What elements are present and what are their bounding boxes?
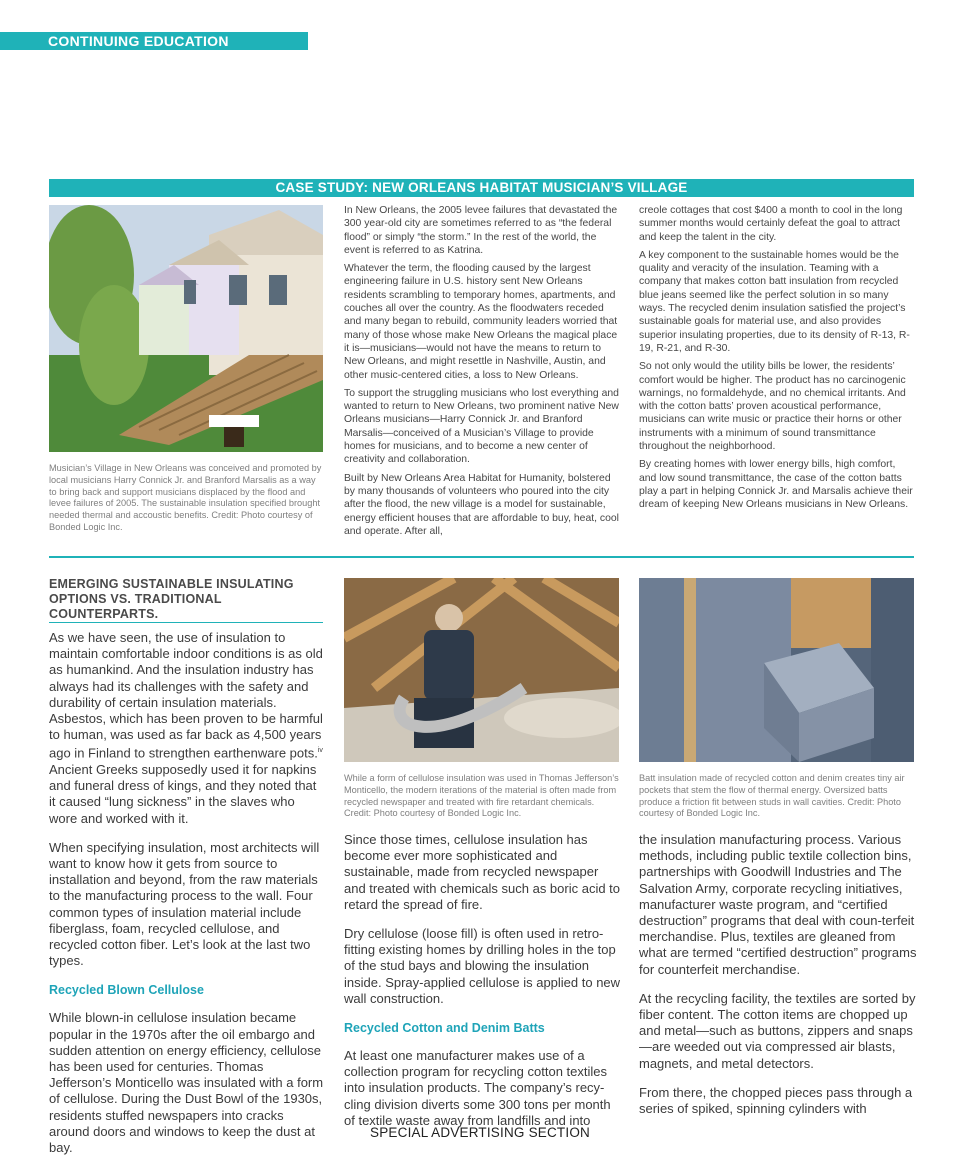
case-study-photo-caption: Musician’s Village in New Orleans was conceived and promoted by local musicians Harry Connick Jr. and Branford Marsalis as a way to bring back and support musicians displaced by the flood and levee failures of 2005. The sustainable insulation specified brought needed thermal and accoustic benefits. Credit: Photo courtesy of Bonded Logic Inc. xyxy=(49,463,322,532)
paragraph: By creating homes with lower energy bills, high comfort, and low sound transmittance, the case of the cotton batts play a part in helping Connick Jr. and Marsalis achieve their dream of keeping New Orleans musicians in New Orleans. xyxy=(639,459,913,511)
case-study-column-2 xyxy=(639,204,915,517)
subheading-cellulose: Recycled Blown Cellulose xyxy=(49,983,204,998)
paragraph: So not only would the utility bills be lower, the residents’ comfort would be higher. The product has no carcinogenic warnings, no formaldehyde, and no chemical irritants. And with the cotton batts’ proven acoustical performance, musicians can write music or practice their horns or other instruments with a minimum of sound transmittance throughout the neighborhood. xyxy=(639,361,906,453)
article-heading: EMERGING SUSTAINABLE INSULATING OPTIONS VS. TRADITIONAL COUNTERPARTS. xyxy=(49,577,294,621)
denim-batt-photo xyxy=(639,578,914,762)
paragraph: A key component to the sustainable homes would be the quality and veracity of the insulation. Teaming with a company that makes cotton batt insulation from recycled blue jeans seemed like the perfect solution in so many ways. The recycled denim insulation satisfied the project’s sustainable goals for material use, and also provides superior insulating properties, due to its density of R-13, R-19, R-21, and R-30. xyxy=(639,249,910,354)
paragraph: As we have seen, the use of insulation to maintain comfortable indoor conditions is as old as humankind. And the insulation industry has always had its challenges with the safety and durability of certain insulation materials. Asbestos, which has been proven to be harmful to human, was used as far back as 4,500 years ago in Finland to strengthen earthenware pots.$^{iv}$ Ancient Greeks supposedly used it for napkins and funeral dress of kings, and they noted that it caused “lung sickness” in the slaves who wore and worked with it. xyxy=(49,630,323,826)
section-banner xyxy=(0,32,308,50)
denim-photo-caption: Batt insulation made of recycled cotton and denim creates tiny air pockets that stem the flow of thermal energy. Oversized batts produce a friction fit between studs in wall cavities. Credit: Photo courtesy of Bonded Logic Inc. xyxy=(639,773,905,819)
footer-label: SPECIAL ADVERTISING SECTION xyxy=(370,1125,590,1140)
paragraph: To support the struggling musicians who lost everything and wanted to return to New Orleans, two prominent native New Orleans musicians—Harry Connick Jr. and Branford Marsalis—conceived of a Musician’s Village to provide homes for musicians, and to become a new center of creativity and collaboration. xyxy=(344,387,619,466)
article-column-3 xyxy=(639,832,917,1130)
case-study-divider xyxy=(49,556,914,558)
heading-underline xyxy=(49,622,323,623)
paragraph: At the recycling facility, the textiles are sorted by fiber content. The cotton items are chopped up and metal—such as buttons, zippers and snaps—are weeded out via compressed air blasts, magnets, and metal detectors. xyxy=(639,990,916,1071)
paragraph: the insulation manufacturing process. Various methods, including public textile collection bins, partnerships with Goodwill Industries and The Salvation Army, corporate recycling initiatives, manufacturer waste program, and “certified destruction” programs that deal with coun-terfeit merchandise. Plus, textiles are gleaned from what are termed “certified destruction” programs for counterfeit merchandise. xyxy=(639,832,917,977)
subheading-cotton-denim: Recycled Cotton and Denim Batts xyxy=(344,1021,545,1036)
article-column-1 xyxy=(49,630,325,1169)
case-study-column-1 xyxy=(344,204,620,543)
paragraph: While blown-in cellulose insulation became popular in the 1970s after the oil embargo and sudden attention on energy efficiency, cellulose has been used for centuries. Thomas Jefferson’s Monticello was insulated with a form of cellulose. During the Dust Bowl of the 1930s, residents stuffed newspapers into cracks around doors and windows to keep the dust at bay. xyxy=(49,1010,324,1156)
paragraph: From there, the chopped pieces pass through a series of spiked, spinning cylinders with xyxy=(639,1084,913,1117)
attic-photo-caption: While a form of cellulose insulation was used in Thomas Jefferson’s Monticello, the modern iterations of the material is often made from recycled newspaper and treated with fire retardant chemicals. Credit: Photo courtesy of Bonded Logic Inc. xyxy=(344,773,619,819)
article-column-2 xyxy=(344,832,622,1142)
paragraph: Since those times, cellulose insulation has become ever more sophisticated and sustainable, made from recycled newspaper and treated with chemicals such as boric acid to retard the spread of fire. xyxy=(344,832,621,912)
section-label: CONTINUING EDUCATION xyxy=(48,33,229,49)
paragraph: In New Orleans, the 2005 levee failures that devastated the 300 year-old city are sometimes referred to as “the federal flood” or simply “the storm.” In the rest of the world, the event is referred to as Katrina. xyxy=(344,205,618,256)
attic-cellulose-photo xyxy=(344,578,619,762)
paragraph: creole cottages that cost $400 a month to cool in the long summer months would certainly defeat the goal to attract and keep the talent in the city. xyxy=(639,205,903,243)
paragraph: Built by New Orleans Area Habitat for Humanity, bolstered by many thousands of volunteers who poured into the city after the flood, the new village is a model for sustainable, energy efficient houses that are affordable to buy, heat, cool and operate. After all, xyxy=(344,472,619,537)
paragraph: At least one manufacturer makes use of a collection program for recycling cotton textiles into insulation products. The company’s recy-cling division diverts some 300 tons per month of textile waste away from landfills and into xyxy=(344,1048,611,1128)
paragraph: When specifying insulation, most architects will want to know how it gets from source to installation and beyond, from the raw materials to the manufacturing process to the wall. Four common types of insulation material include fiberglass, foam, recycled cellulose, and recycled cotton fiber. Let’s look at the last two types. xyxy=(49,839,320,969)
paragraph: Whatever the term, the flooding caused by the largest engineering failure in U.S. history sent New Orleans residents scrambling to temporary homes, apartments, and couches all over the country. As the floodwaters receded and many began to rebuild, community leaders worried that many of those whose make New Orleans the magical place it is—musicians—would not have the means to return to New Orleans, and might resettle in Nashville, Austin, and other music-centered cities, a loss to New Orleans. xyxy=(344,263,618,381)
paragraph: Dry cellulose (loose fill) is often used in retro-fitting existing homes by drilling holes in the top of the stud bays and blowing the insulation inside. Spray-applied cellulose is applied to new wall construction. xyxy=(344,926,621,1006)
musicians-village-photo xyxy=(49,205,323,452)
case-study-title: CASE STUDY: NEW ORLEANS HABITAT MUSICIAN’S VILLAGE xyxy=(49,179,914,197)
